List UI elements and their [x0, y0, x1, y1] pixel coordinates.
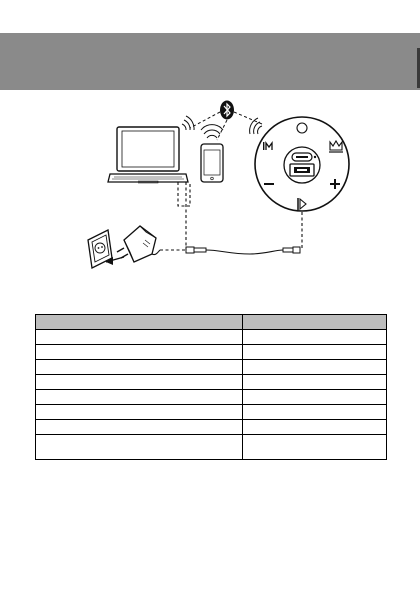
- speaker-signal-icon: [250, 118, 262, 134]
- table-cell: [243, 375, 387, 390]
- table-row: [36, 345, 387, 360]
- table-cell: [243, 435, 387, 460]
- wireless-signal-icon: [182, 116, 194, 130]
- speaker-top-icon: [255, 117, 349, 211]
- spec-table: [35, 314, 387, 460]
- smartphone-icon: [201, 144, 223, 182]
- table-row: [36, 420, 387, 435]
- table-row: [36, 360, 387, 375]
- table-header-row: [36, 315, 387, 330]
- table-row: [36, 330, 387, 345]
- table-cell: [243, 360, 387, 375]
- table-cell: [36, 345, 243, 360]
- table-row: [36, 375, 387, 390]
- phone-signal-icon: [201, 125, 223, 138]
- laptop-icon: [108, 127, 188, 183]
- power-adapter-icon: [117, 226, 160, 262]
- table-header-cell: [243, 315, 387, 330]
- table-cell: [36, 330, 243, 345]
- table-cell: [243, 390, 387, 405]
- table-cell: [36, 375, 243, 390]
- table-cell: [243, 345, 387, 360]
- usb-cable-icon: [160, 247, 300, 254]
- table-cell: [36, 435, 243, 460]
- table-cell: [36, 390, 243, 405]
- table-cell: [36, 360, 243, 375]
- table-cell: [243, 405, 387, 420]
- bluetooth-icon: [220, 101, 234, 120]
- table-cell: [36, 420, 243, 435]
- table-cell: [243, 330, 387, 345]
- table-row: [36, 405, 387, 420]
- table-header-cell: [36, 315, 243, 330]
- table-cell: [36, 405, 243, 420]
- table-row: [36, 390, 387, 405]
- table-cell: [243, 420, 387, 435]
- laptop-usb-dashed-links: [178, 182, 190, 250]
- table-row: [36, 435, 387, 460]
